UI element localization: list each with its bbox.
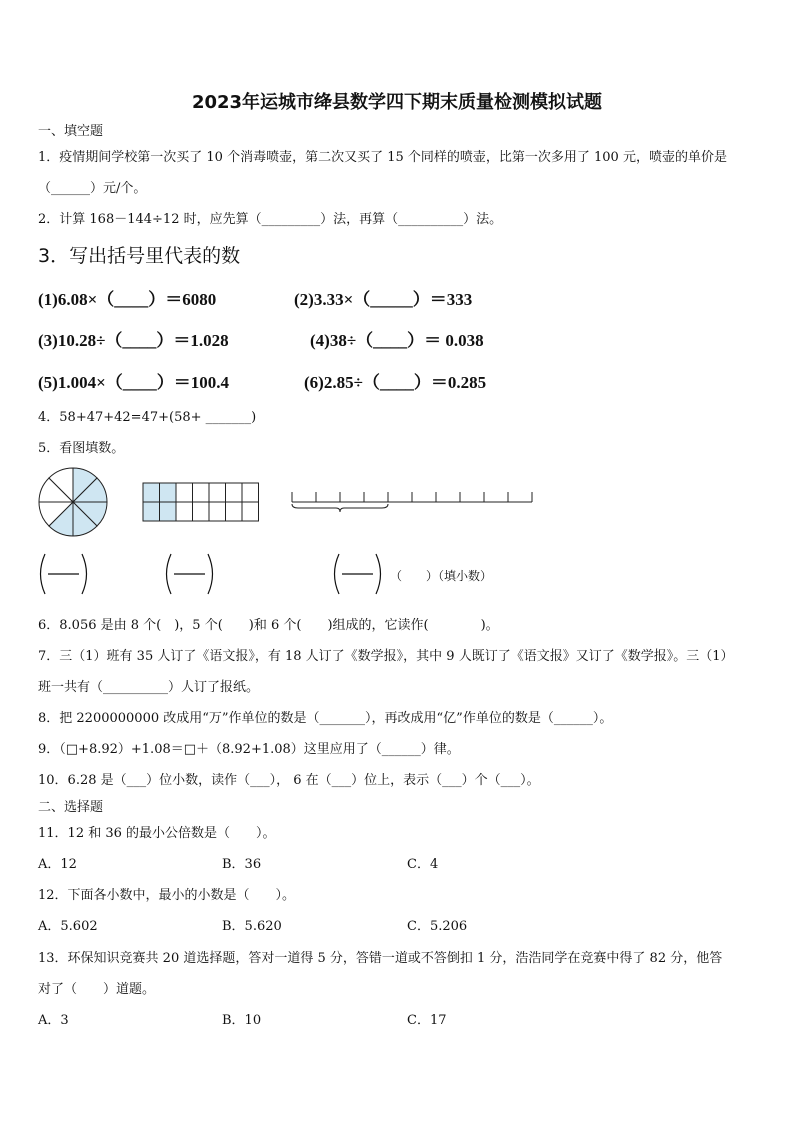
question-13-line-1: 13．环保知识竞赛共 20 道选择题，答对一道得 5 分，答错一道或不答倒扣 1 分，浩浩同学在竞赛中得了 82 分，他答 bbox=[38, 951, 723, 966]
question-13-line-2: 对了（ ）道题。 bbox=[38, 982, 156, 997]
question-3-item-1: (1)6.08×（____）＝6080 bbox=[38, 290, 217, 309]
grid-cell bbox=[143, 483, 160, 502]
question-8: 8．把 2200000000 改成用“万”作单位的数是（_______），再改成用“亿”作单位的数是（______）。 bbox=[38, 711, 613, 726]
question-12-option-a: A．5.602 bbox=[38, 919, 98, 934]
question-3-item-4: (4)38÷（____）＝ 0.038 bbox=[310, 331, 484, 350]
grid-cell bbox=[226, 502, 243, 521]
question-13-option-a: A．3 bbox=[38, 1013, 69, 1028]
grid-cell bbox=[143, 502, 160, 521]
question-9: 9．（□+8.92）+1.08＝□＋（8.92+1.08）这里应用了（______）律。 bbox=[38, 742, 460, 757]
grid-cell bbox=[160, 483, 177, 502]
grid-cell bbox=[226, 483, 243, 502]
fraction-grid bbox=[143, 483, 259, 521]
question-11-option-b: B．36 bbox=[222, 857, 262, 872]
question-3-item-3: (3)10.28÷（____）＝1.028 bbox=[38, 331, 229, 350]
section-choice-heading: 二、选择题 bbox=[38, 800, 104, 815]
question-12-option-c: C．5.206 bbox=[407, 919, 468, 934]
question-2: 2．计算 168－144÷12 时，应先算（_________）法，再算（__________）法。 bbox=[38, 212, 503, 227]
question-10: 10．6.28 是（___）位小数，读作（___）， 6 在（___）位上，表示（___）个（___）。 bbox=[38, 773, 540, 788]
grid-cell bbox=[176, 502, 193, 521]
section-fill-in-heading: 一、填空题 bbox=[38, 124, 104, 139]
question-3-item-6: (6)2.85÷（____）＝0.285 bbox=[304, 373, 487, 392]
question-13-option-b: B．10 bbox=[222, 1013, 262, 1028]
question-11-option-a: A．12 bbox=[38, 857, 77, 872]
page-title: 2023年运城市绛县数学四下期末质量检测模拟试题 bbox=[191, 92, 603, 113]
question-12: 12．下面各小数中，最小的小数是（ ）。 bbox=[38, 888, 296, 903]
grid-cell bbox=[176, 483, 193, 502]
fraction-circle bbox=[39, 468, 107, 536]
question-4: 4．58+47+42=47+(58+ _______) bbox=[38, 410, 257, 425]
question-7-line-1: 7．三（1）班有 35 人订了《语文报》，有 18 人订了《数学报》，其中 9 人既订了《语文报》又订了《数学报》。三（1） bbox=[38, 649, 734, 664]
question-11: 11．12 和 36 的最小公倍数是（ ）。 bbox=[38, 826, 276, 841]
question-11-option-c: C．4 bbox=[407, 857, 439, 872]
question-3-item-2: (2)3.33×（_____）＝333 bbox=[294, 290, 473, 309]
grid-cell bbox=[160, 502, 177, 521]
question-3-item-5: (5)1.004×（____）＝100.4 bbox=[38, 373, 230, 392]
question-1-line-1: 1．疫情期间学校第一次买了 10 个消毒喷壶，第二次又买了 15 个同样的喷壶，比第一次多用了 100 元，喷壶的单价是 bbox=[38, 150, 727, 165]
fraction-blank-1 bbox=[41, 554, 87, 594]
question-1-line-2: （______）元/个。 bbox=[38, 181, 147, 196]
question-13-option-c: C．17 bbox=[407, 1013, 447, 1028]
question-5: 5．看图填数。 bbox=[38, 441, 125, 456]
number-line-brace bbox=[292, 504, 388, 512]
grid-cell bbox=[242, 502, 259, 521]
q5-decimal-blank: （ ）（填小数） bbox=[390, 569, 493, 583]
question-7-line-2: 班一共有（__________）人订了报纸。 bbox=[38, 680, 260, 695]
question-3-heading: 3．写出括号里代表的数 bbox=[38, 245, 241, 267]
question-6: 6．8.056 是由 8 个( )，5 个( )和 6 个( )组成的，它读作( )。 bbox=[38, 618, 499, 633]
grid-cell bbox=[193, 502, 210, 521]
fraction-blank-2 bbox=[167, 554, 213, 594]
grid-cell bbox=[209, 483, 226, 502]
grid-cell bbox=[242, 483, 259, 502]
fraction-blank-3 bbox=[335, 554, 381, 594]
number-line bbox=[292, 492, 532, 512]
question-12-option-b: B．5.620 bbox=[222, 919, 282, 934]
grid-cell bbox=[193, 483, 210, 502]
grid-cell bbox=[209, 502, 226, 521]
